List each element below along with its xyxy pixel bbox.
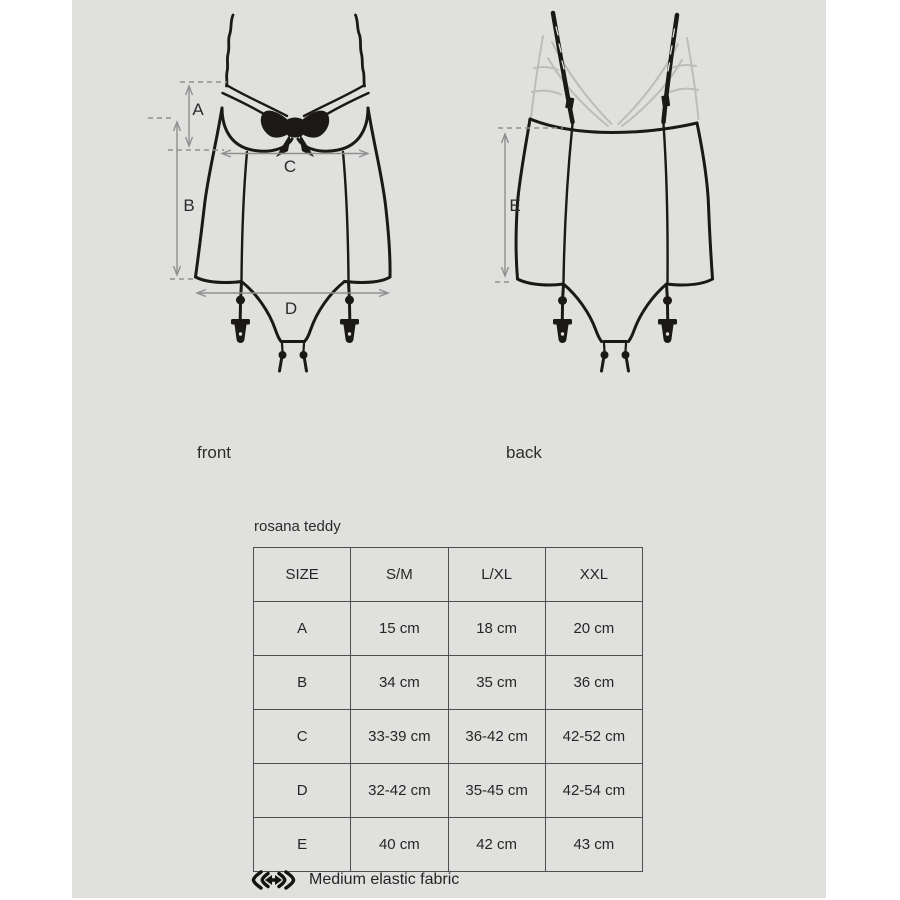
- cell-value: 20 cm: [545, 602, 642, 656]
- cell-value: 35 cm: [448, 656, 545, 710]
- col-header-size: SIZE: [254, 548, 351, 602]
- col-header-lxl: L/XL: [448, 548, 545, 602]
- cell-value: 35-45 cm: [448, 764, 545, 818]
- front-left-strap: [227, 15, 234, 86]
- row-label: A: [254, 602, 351, 656]
- table-row: [254, 602, 643, 656]
- back-view-label: back: [506, 443, 542, 462]
- cell-value: 40 cm: [351, 818, 448, 872]
- measure-label-a: A: [192, 100, 204, 119]
- row-label: C: [254, 710, 351, 764]
- cell-value: 43 cm: [545, 818, 642, 872]
- stretch-arrow-icon: [251, 870, 296, 890]
- front-garment-fittings: [231, 111, 359, 359]
- row-label: B: [254, 656, 351, 710]
- front-view-label: front: [197, 443, 232, 462]
- measure-C-arrow: [222, 150, 368, 157]
- table-row: [254, 710, 643, 764]
- size-table: [253, 547, 643, 872]
- cell-value: 15 cm: [351, 602, 448, 656]
- measure-label-b: B: [183, 196, 195, 215]
- cell-value: 42 cm: [448, 818, 545, 872]
- measure-label-e: E: [509, 196, 521, 215]
- col-header-sm: S/M: [351, 548, 448, 602]
- cell-value: 36-42 cm: [448, 710, 545, 764]
- cell-value: 34 cm: [351, 656, 448, 710]
- front-view-drawing: [130, 0, 460, 420]
- back-view-drawing: [455, 0, 785, 420]
- cell-value: 42-54 cm: [545, 764, 642, 818]
- cell-value: 36 cm: [545, 656, 642, 710]
- cell-value: 18 cm: [448, 602, 545, 656]
- product-title: rosana teddy: [254, 518, 341, 535]
- garter-clip-icon: [231, 319, 250, 343]
- garter-clip-icon: [553, 319, 572, 343]
- fabric-legend: [251, 870, 459, 890]
- measure-label-c: C: [283, 157, 297, 176]
- garter-clip-icon: [658, 319, 677, 343]
- table-row: [254, 656, 643, 710]
- size-table-header-row: [254, 548, 643, 602]
- table-row: [254, 818, 643, 872]
- cell-value: 32-42 cm: [351, 764, 448, 818]
- col-header-xxl: XXL: [545, 548, 642, 602]
- measure-E-arrow: [495, 128, 563, 282]
- measure-label-d: D: [284, 299, 298, 318]
- strap-slider-icon: [661, 95, 670, 107]
- garter-clip-icon: [340, 319, 359, 343]
- fabric-note: Medium elastic fabric: [309, 871, 460, 888]
- front-right-strap: [356, 15, 365, 86]
- table-row: [254, 764, 643, 818]
- cell-value: 42-52 cm: [545, 710, 642, 764]
- cell-value: 33-39 cm: [351, 710, 448, 764]
- row-label: E: [254, 818, 351, 872]
- row-label: D: [254, 764, 351, 818]
- measure-D-arrow: [197, 290, 388, 297]
- back-measure-labels: [509, 196, 520, 215]
